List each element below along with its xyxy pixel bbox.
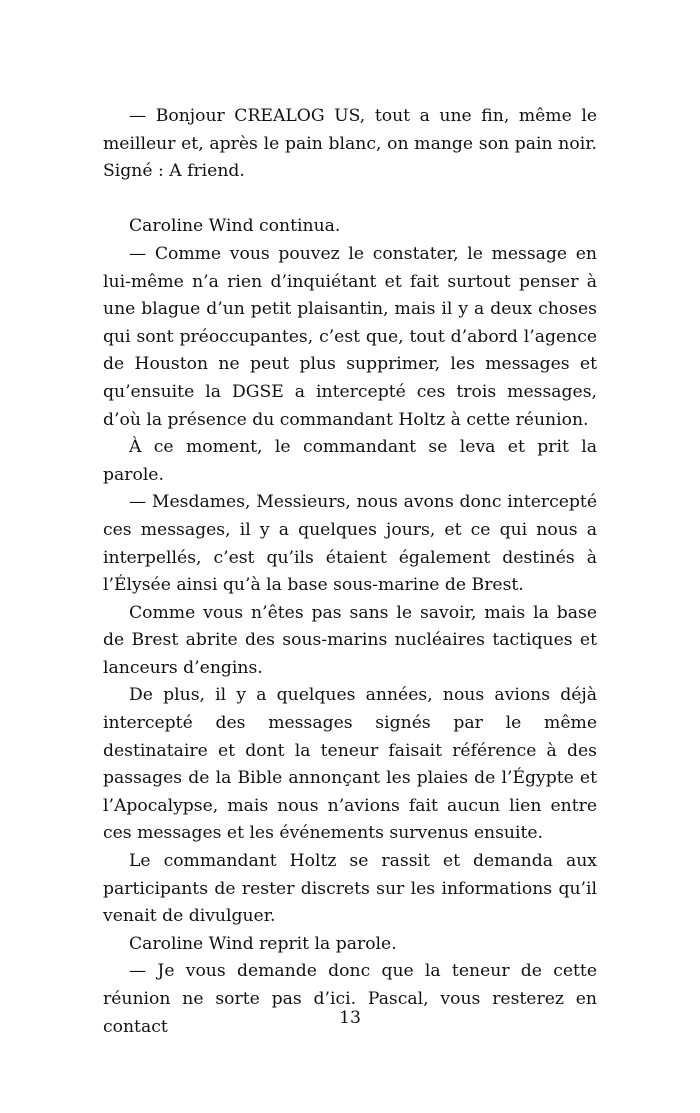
paragraph-9: Caroline Wind reprit la parole.: [129, 933, 397, 954]
paragraph-8: Le commandant Holtz se rassit et demanda aux participants de rester discrets sur les informations qu’il venait de divulguer.: [103, 851, 597, 927]
paragraph-3: — Comme vous pouvez le constater, le message en lui-même n’a rien d’inquiétant et fait surtout penser à une blague d’un petit plaisantin, mais il y a deux choses qui sont préoccupantes, c’est que, tout d’abord l’agence de Houston ne peut plus supprimer, les messages et qu’ensuite la DGSE a intercepté ces trois messages, d’où la présence du commandant Holtz à cette réunion.: [103, 243, 597, 430]
paragraph-5: — Mesdames, Messieurs, nous avons donc intercepté ces messages, il y a quelques jours, et ce qui nous a interpellés, c’est qu’ils étaient également destinés à l’Élysée ainsi qu’à la base sous-marine de Brest.: [103, 492, 597, 596]
paragraph-2: Caroline Wind continua.: [129, 216, 341, 237]
paragraph-10: — Je vous demande donc que la teneur de cette réunion ne sorte pas d’ici. Pascal, vous resterez en contact: [103, 961, 597, 1037]
paragraph-1: — Bonjour CREALOG US, tout a une fin, même le meilleur et, après le pain blanc, on mange son pain noir. Signé : A friend.: [103, 106, 597, 182]
paragraph-gap: [103, 186, 597, 214]
paragraph-4: À ce moment, le commandant se leva et prit la parole.: [103, 437, 597, 485]
page-body: [103, 103, 597, 1041]
paragraph-7: De plus, il y a quelques années, nous avions déjà intercepté des messages signés par le même destinataire et dont la teneur faisait référence à des passages de la Bible annonçant les plaies de l’Égypte et l’Apocalypse, mais nous n’avions fait aucun lien entre ces messages et les événements survenus ensuite.: [103, 685, 597, 844]
paragraph-6: Comme vous n’êtes pas sans le savoir, mais la base de Brest abrite des sous-marins nucléaires tactiques et lanceurs d’engins.: [103, 602, 597, 678]
page-number: 13: [339, 1008, 361, 1028]
